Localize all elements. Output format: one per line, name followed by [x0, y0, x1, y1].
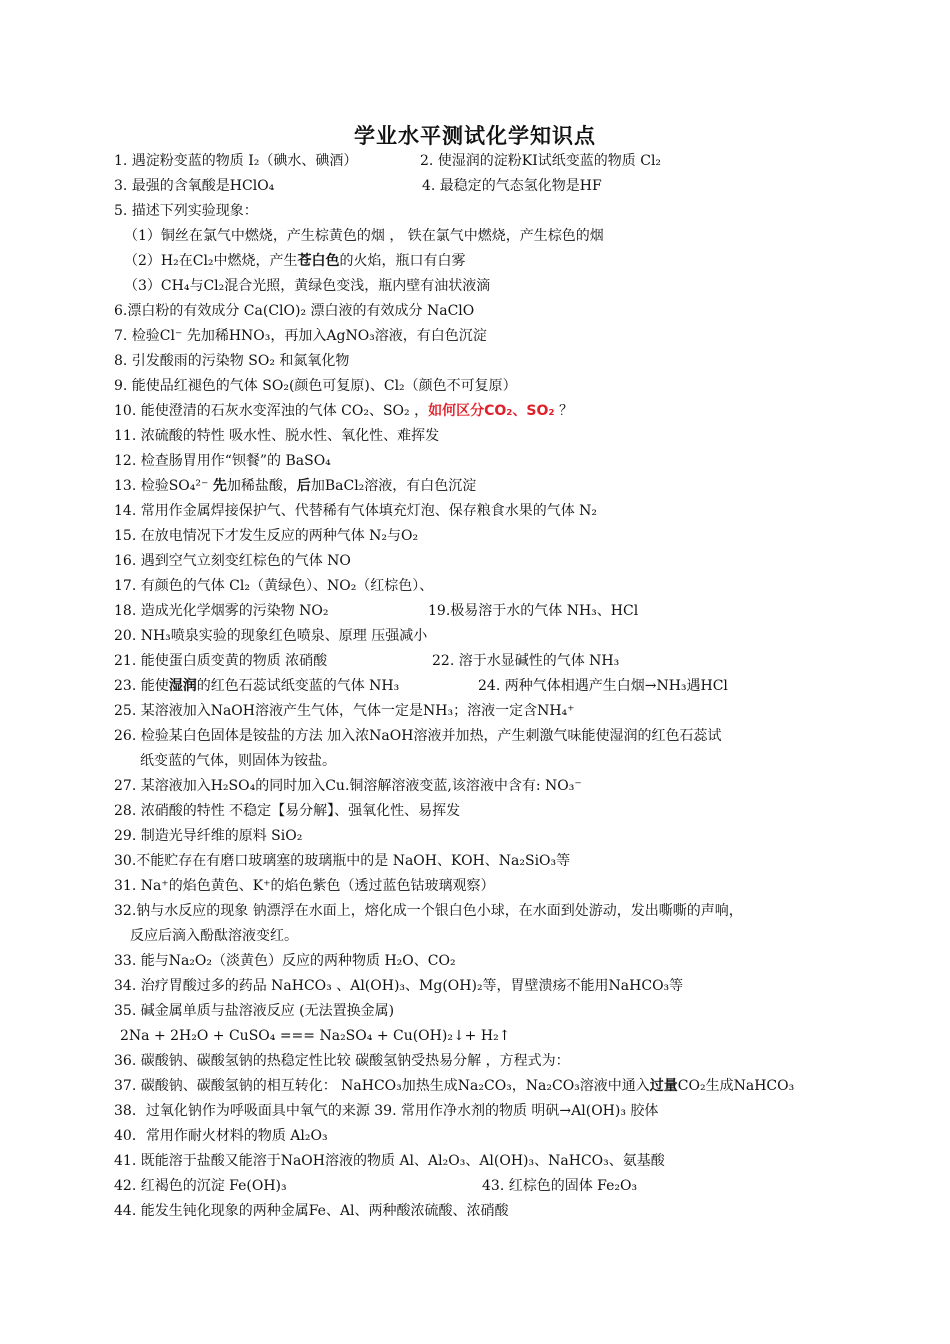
- item-23: [114, 676, 399, 696]
- item-5-1: （1）铜丝在氯气中燃烧，产生棕黄色的烟 ， 铁在氯气中燃烧，产生棕色的烟: [124, 228, 604, 244]
- item-5-2-text-end: 的火焰，瓶口有白雾: [339, 253, 466, 269]
- item-42: 42. 红褐色的沉淀 Fe(OH)₃: [114, 1178, 287, 1194]
- item-31: 31. Na⁺的焰色黄色、K⁺的焰色紫色（透过蓝色钴玻璃观察）: [114, 878, 495, 894]
- item-37-a: 37. 碳酸钠、碳酸氢钠的相互转化： NaHCO₃加热生成Na₂CO₃，Na₂CO₃溶液中通入: [114, 1078, 650, 1094]
- item-32: 32.钠与水反应的现象 钠漂浮在水面上，熔化成一个银白色小球，在水面到处游动，发出嘶嘶的声响，: [114, 903, 743, 919]
- item-15: 15. 在放电情况下才发生反应的两种气体 N₂与O₂: [114, 528, 419, 544]
- item-23-b: 湿润: [168, 678, 197, 694]
- item-6: 6.漂白粉的有效成分 Ca(ClO)₂ 漂白液的有效成分 NaClO: [114, 303, 475, 319]
- item-10-text: 10. 能使澄清的石灰水变浑浊的气体 CO₂、SO₂ ，: [114, 403, 429, 419]
- item-26: 26. 检验某白色固体是铵盐的方法 加入浓NaOH溶液并加热，产生刺激气味能使湿润的红色石蕊试: [114, 728, 722, 744]
- item-41: 41. 既能溶于盐酸又能溶于NaOH溶液的物质 Al、Al₂O₃、Al(OH)₃、NaHCO₃、氨基酸: [114, 1153, 665, 1169]
- item-11: 11. 浓硫酸的特性 吸水性、脱水性、氧化性、难挥发: [114, 428, 440, 444]
- item-37-c: CO₂生成NaHCO₃: [677, 1078, 795, 1094]
- item-9: 9. 能使品红褪色的气体 SO₂(颜色可复原)、Cl₂（颜色不可复原）: [114, 378, 517, 394]
- item-23-c: 的红色石蕊试纸变蓝的气体 NH₃: [196, 678, 400, 694]
- item-4: 4. 最稳定的气态氢化物是HF: [422, 178, 602, 194]
- item-35-equation: 2Na + 2H₂O + CuSO₄ === Na₂SO₄ + Cu(OH)₂↓+ H₂↑: [120, 1028, 511, 1044]
- item-29: 29. 制造光导纤维的原料 SiO₂: [114, 828, 303, 844]
- item-13-a: 13. 检验SO₄²⁻: [114, 478, 213, 494]
- item-36: 36. 碳酸钠、碳酸氢钠的热稳定性比较 碳酸氢钠受热易分解 ，方程式为：: [114, 1053, 570, 1069]
- item-12: 12. 检查肠胃用作“钡餐”的 BaSO₄: [114, 453, 331, 469]
- item-34: 34. 治疗胃酸过多的药品 NaHCO₃ 、Al(OH)₃、Mg(OH)₂等，胃壁溃疡不能用NaHCO₃等: [114, 978, 684, 994]
- item-13-c: 加稀盐酸，: [226, 478, 297, 494]
- item-38: 38．过氧化钠作为呼吸面具中氧气的来源 39. 常用作净水剂的物质 明矾→Al(OH)₃ 胶体: [114, 1103, 659, 1119]
- item-30: 30.不能贮存在有磨口玻璃塞的玻璃瓶中的是 NaOH、KOH、Na₂SiO₃等: [114, 853, 571, 869]
- item-17: 17. 有颜色的气体 Cl₂（黄绿色）、NO₂（红棕色）、: [114, 578, 434, 594]
- item-37: [114, 1076, 794, 1096]
- item-22: 22. 溶于水显碱性的气体 NH₃: [432, 653, 620, 669]
- item-5-3: （3）CH₄与Cl₂混合光照，黄绿色变浅，瓶内壁有油状液滴: [124, 278, 491, 294]
- item-16: 16. 遇到空气立刻变红棕色的气体 NO: [114, 553, 351, 569]
- item-32-cont: 反应后滴入酚酞溶液变红。: [130, 928, 298, 944]
- item-5-2-bold: 苍白色: [297, 253, 340, 269]
- item-28: 28. 浓硝酸的特性 不稳定【易分解】、强氧化性、易挥发: [114, 803, 461, 819]
- item-33: 33. 能与Na₂O₂（淡黄色）反应的两种物质 H₂O、CO₂: [114, 953, 456, 969]
- item-19: 19.极易溶于水的气体 NH₃、HCl: [428, 603, 639, 619]
- item-8: 8. 引发酸雨的污染物 SO₂ 和氮氧化物: [114, 353, 350, 369]
- item-40: 40．常用作耐火材料的物质 Al₂O₃: [114, 1128, 328, 1144]
- item-44: 44. 能发生钝化现象的两种金属Fe、Al、两种酸浓硫酸、浓硝酸: [114, 1203, 509, 1219]
- item-35: 35. 碱金属单质与盐溶液反应 (无法置换金属): [114, 1003, 395, 1019]
- item-43: 43. 红棕色的固体 Fe₂O₃: [482, 1178, 638, 1194]
- item-37-b: 过量: [649, 1078, 678, 1094]
- item-27: 27. 某溶液加入H₂SO₄的同时加入Cu.铜溶解溶液变蓝,该溶液中含有: NO₃⁻: [114, 778, 582, 794]
- item-20: 20. NH₃喷泉实验的现象红色喷泉、原理 压强减小: [114, 628, 428, 644]
- item-25: 25. 某溶液加入NaOH溶液产生气体，气体一定是NH₃；溶液一定含NH₄⁺: [114, 703, 575, 719]
- item-10-red: 如何区分CO₂、SO₂: [428, 403, 555, 419]
- item-13-b: 先: [212, 478, 227, 494]
- item-7: 7. 检验Cl⁻ 先加稀HNO₃，再加入AgNO₃溶液，有白色沉淀: [114, 328, 487, 344]
- item-3: 3. 最强的含氧酸是HClO₄: [114, 178, 275, 194]
- item-5-2-text: （2）H₂在Cl₂中燃烧，产生: [124, 253, 298, 269]
- item-13-e: 加BaCl₂溶液，有白色沉淀: [310, 478, 477, 494]
- item-24: 24. 两种气体相遇产生白烟→NH₃遇HCl: [478, 678, 728, 694]
- item-18: 18. 造成光化学烟雾的污染物 NO₂: [114, 603, 329, 619]
- page-title: 学业水平测试化学知识点: [354, 124, 596, 148]
- item-10: [114, 401, 573, 421]
- item-10-end: ？: [554, 403, 573, 419]
- item-13-d: 后: [296, 478, 311, 494]
- item-2: 2. 使湿润的淀粉KI试纸变蓝的物质 Cl₂: [420, 153, 662, 169]
- item-13: [114, 476, 476, 496]
- item-5-2: [124, 251, 466, 271]
- item-1: 1. 遇淀粉变蓝的物质 I₂（碘水、碘酒）: [114, 153, 358, 169]
- item-21: 21. 能使蛋白质变黄的物质 浓硝酸: [114, 653, 328, 669]
- item-23-a: 23. 能使: [114, 678, 169, 694]
- item-5: 5. 描述下列实验现象：: [114, 203, 258, 219]
- item-26-cont: 纸变蓝的气体，则固体为铵盐。: [140, 753, 336, 769]
- item-14: 14. 常用作金属焊接保护气、代替稀有气体填充灯泡、保存粮食水果的气体 N₂: [114, 503, 598, 519]
